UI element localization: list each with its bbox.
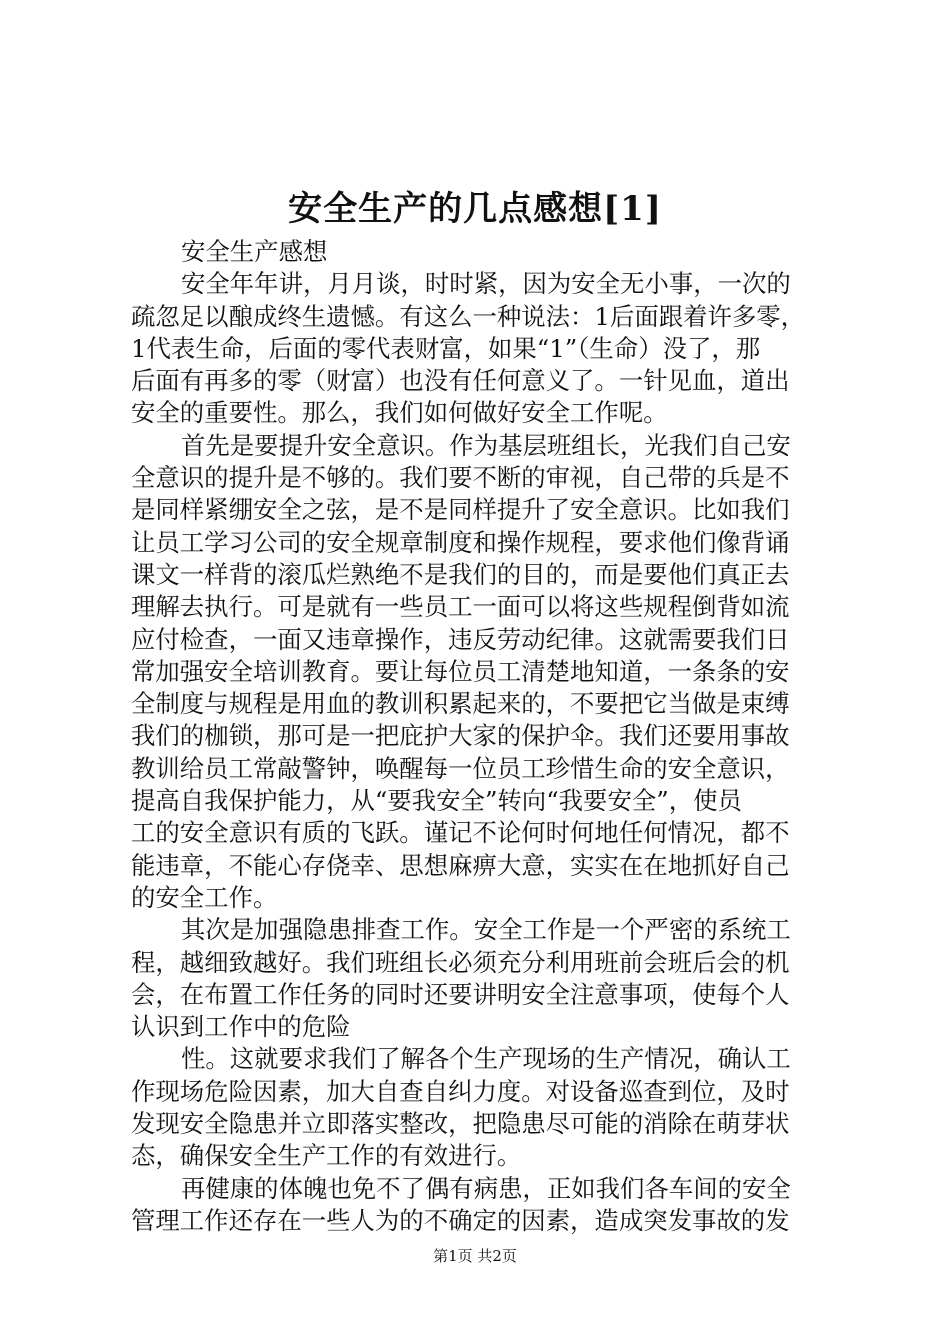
text-line: 首先是要提升安全意识。作为基层班组长，光我们自己安 (181, 430, 791, 460)
text-line: 疏忽足以酿成终生遗憾。有这么一种说法：1后面跟着许多零， (131, 301, 806, 331)
text-line: 1代表生命，后面的零代表财富，如果“1”（生命）没了，那 (131, 333, 761, 363)
text-line: 我们的枷锁，那可是一把庇护大家的保护伞。我们还要用事故 (131, 721, 790, 751)
text-line: 程，越细致越好。我们班组长必须充分利用班前会班后会的机 (131, 947, 790, 977)
text-line: 工的安全意识有质的飞跃。谨记不论何时何地任何情况，都不 (131, 818, 790, 848)
text-line: 其次是加强隐患排查工作。安全工作是一个严密的系统工 (181, 915, 791, 945)
text-line: 全意识的提升是不够的。我们要不断的审视，自己带的兵是不 (131, 463, 790, 493)
text-line: 常加强安全培训教育。要让每位员工清楚地知道，一条条的安 (131, 656, 790, 686)
text-line: 发现安全隐患并立即落实整改，把隐患尽可能的消除在萌芽状 (131, 1109, 790, 1139)
text-line: 会，在布置工作任务的同时还要讲明安全注意事项，使每个人 (131, 979, 790, 1009)
text-line: 是同样紧绷安全之弦，是不是同样提升了安全意识。比如我们 (131, 495, 790, 525)
text-line: 作现场危险因素，加大自查自纠力度。对设备巡查到位，及时 (131, 1076, 790, 1106)
text-line: 课文一样背的滚瓜烂熟绝不是我们的目的，而是要他们真正去 (131, 559, 790, 589)
text-line: 认识到工作中的危险 (131, 1012, 351, 1042)
text-line: 能违章，不能心存侥幸、思想麻痹大意，实实在在地抓好自己 (131, 850, 790, 880)
text-line: 理解去执行。可是就有一些员工一面可以将这些规程倒背如流 (131, 592, 790, 622)
page-footer: 第1页 共2页 (433, 1247, 517, 1265)
text-line: 管理工作还存在一些人为的不确定的因素，造成突发事故的发 (131, 1205, 790, 1235)
text-line: 态，确保安全生产工作的有效进行。 (131, 1141, 522, 1171)
text-line: 全制度与规程是用血的教训积累起来的，不要把它当做是束缚 (131, 689, 790, 719)
text-line: 让员工学习公司的安全规章制度和操作规程，要求他们像背诵 (131, 527, 790, 557)
text-line: 的安全工作。 (131, 882, 278, 912)
text-line: 教训给员工常敲警钟，唤醒每一位员工珍惜生命的安全意识， (131, 753, 790, 783)
text-line: 应付检查，一面又违章操作，违反劳动纪律。这就需要我们日 (131, 624, 790, 654)
document-title: 安全生产的几点感想[1] (288, 189, 662, 229)
text-line: 安全生产感想 (181, 237, 328, 266)
text-line: 安全的重要性。那么，我们如何做好安全工作呢。 (131, 398, 668, 428)
document-body (131, 236, 828, 1237)
text-line: 再健康的体魄也免不了偶有病患，正如我们各车间的安全 (181, 1173, 791, 1203)
text-line: 提高自我保护能力，从“要我安全”转向“我要安全”，使员 (131, 786, 742, 816)
text-line: 后面有再多的零（财富）也没有任何意义了。一针见血，道出 (131, 366, 790, 396)
text-line: 安全年年讲，月月谈，时时紧，因为安全无小事，一次的 (181, 269, 791, 299)
text-line: 性。这就要求我们了解各个生产现场的生产情况，确认工 (181, 1044, 791, 1074)
